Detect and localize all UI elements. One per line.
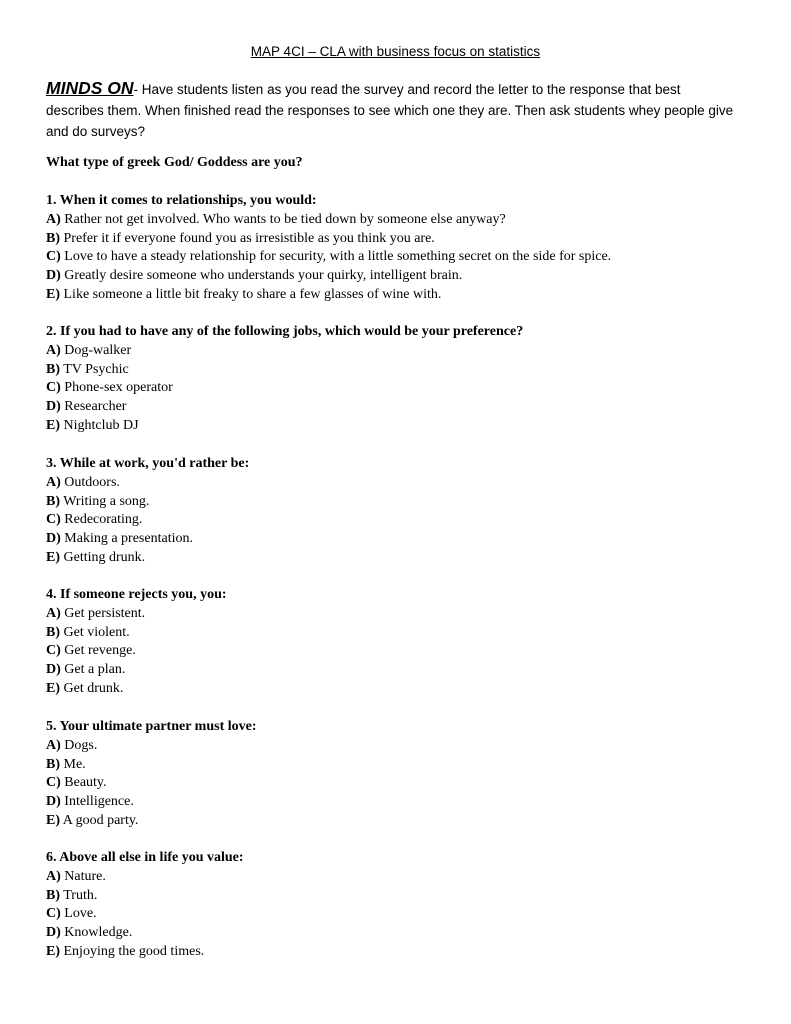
option-letter: D) bbox=[46, 925, 61, 941]
option-text: Prefer it if everyone found you as irresistible as you think you are. bbox=[60, 230, 435, 246]
option-letter: B) bbox=[46, 493, 60, 509]
option-text: Getting drunk. bbox=[60, 549, 146, 565]
document-title: MAP 4CI – CLA with business focus on statistics bbox=[250, 44, 541, 59]
question-3 bbox=[46, 455, 746, 568]
option-text: Get revenge. bbox=[60, 643, 136, 659]
option-text: Greatly desire someone who understands your quirky, intelligent brain. bbox=[60, 268, 463, 284]
option-e bbox=[46, 286, 746, 305]
option-d bbox=[46, 267, 746, 286]
option-text: Me. bbox=[60, 756, 86, 772]
option-b bbox=[46, 624, 746, 643]
option-letter: C) bbox=[46, 512, 61, 528]
option-letter: C) bbox=[46, 775, 61, 791]
option-text: Truth. bbox=[60, 887, 98, 903]
option-letter: E) bbox=[46, 286, 60, 302]
question-5 bbox=[46, 718, 746, 831]
option-text: Get drunk. bbox=[60, 680, 124, 696]
option-letter: B) bbox=[46, 756, 60, 772]
intro-heading: MINDS ON bbox=[46, 78, 134, 98]
option-a bbox=[46, 342, 746, 361]
option-text: Enjoying the good times. bbox=[60, 943, 205, 959]
option-a bbox=[46, 605, 746, 624]
option-d bbox=[46, 661, 746, 680]
option-d bbox=[46, 924, 746, 943]
option-letter: C) bbox=[46, 906, 61, 922]
option-letter: B) bbox=[46, 887, 60, 903]
option-letter: A) bbox=[46, 868, 61, 884]
question-text: 5. Your ultimate partner must love: bbox=[46, 719, 257, 734]
option-letter: D) bbox=[46, 399, 61, 415]
option-c bbox=[46, 511, 746, 530]
option-d bbox=[46, 793, 746, 812]
option-text: A good party. bbox=[60, 812, 139, 828]
option-letter: A) bbox=[46, 605, 61, 621]
option-letter: E) bbox=[46, 943, 60, 959]
option-text: Like someone a little bit freaky to share a few glasses of wine with. bbox=[60, 286, 442, 302]
option-text: Nightclub DJ bbox=[60, 417, 139, 433]
question-text: 6. Above all else in life you value: bbox=[46, 850, 244, 865]
option-text: Intelligence. bbox=[60, 794, 134, 810]
question-1 bbox=[46, 192, 746, 305]
option-b bbox=[46, 887, 746, 906]
option-letter: B) bbox=[46, 230, 60, 246]
option-letter: A) bbox=[46, 737, 61, 753]
option-text: Love to have a steady relationship for security, with a little something secret on the side for spice. bbox=[60, 249, 612, 265]
question-text: 1. When it comes to relationships, you would: bbox=[46, 193, 317, 208]
option-text: Get violent. bbox=[60, 624, 130, 640]
option-text: Dog-walker bbox=[60, 342, 132, 358]
question-text: 3. While at work, you'd rather be: bbox=[46, 456, 250, 471]
option-text: Outdoors. bbox=[60, 474, 120, 490]
option-letter: E) bbox=[46, 680, 60, 696]
option-c bbox=[46, 642, 746, 661]
option-text: Get persistent. bbox=[60, 605, 146, 621]
option-letter: B) bbox=[46, 361, 60, 377]
option-a bbox=[46, 474, 746, 493]
option-a bbox=[46, 868, 746, 887]
option-text: Making a presentation. bbox=[60, 531, 193, 547]
option-c bbox=[46, 905, 746, 924]
option-text: Nature. bbox=[60, 868, 106, 884]
option-b bbox=[46, 230, 746, 249]
option-letter: C) bbox=[46, 643, 61, 659]
survey-title: What type of greek God/ Goddess are you? bbox=[46, 155, 303, 170]
option-text: Writing a song. bbox=[60, 493, 150, 509]
question-6 bbox=[46, 849, 746, 962]
option-a bbox=[46, 211, 746, 230]
option-d bbox=[46, 398, 746, 417]
intro-paragraph bbox=[46, 78, 736, 142]
option-text: TV Psychic bbox=[60, 361, 129, 377]
option-letter: A) bbox=[46, 474, 61, 490]
option-text: Knowledge. bbox=[60, 925, 133, 941]
option-b bbox=[46, 756, 746, 775]
option-letter: A) bbox=[46, 342, 61, 358]
option-e bbox=[46, 549, 746, 568]
option-text: Get a plan. bbox=[60, 662, 126, 678]
option-b bbox=[46, 493, 746, 512]
option-text: Rather not get involved. Who wants to be tied down by someone else anyway? bbox=[60, 211, 506, 227]
option-letter: D) bbox=[46, 794, 61, 810]
option-letter: A) bbox=[46, 211, 61, 227]
option-letter: D) bbox=[46, 531, 61, 547]
option-e bbox=[46, 812, 746, 831]
option-d bbox=[46, 530, 746, 549]
option-letter: E) bbox=[46, 812, 60, 828]
option-e bbox=[46, 417, 746, 436]
option-text: Phone-sex operator bbox=[60, 380, 173, 396]
option-e bbox=[46, 680, 746, 699]
question-2 bbox=[46, 323, 746, 436]
option-text: Love. bbox=[60, 906, 97, 922]
option-letter: B) bbox=[46, 624, 60, 640]
option-letter: E) bbox=[46, 549, 60, 565]
option-letter: D) bbox=[46, 268, 61, 284]
option-letter: C) bbox=[46, 249, 61, 265]
question-4 bbox=[46, 586, 746, 699]
option-text: Beauty. bbox=[60, 775, 107, 791]
option-a bbox=[46, 737, 746, 756]
option-c bbox=[46, 248, 746, 267]
option-letter: D) bbox=[46, 662, 61, 678]
option-c bbox=[46, 379, 746, 398]
option-letter: C) bbox=[46, 380, 61, 396]
option-c bbox=[46, 774, 746, 793]
option-text: Researcher bbox=[60, 399, 127, 415]
intro-text: - Have students listen as you read the survey and record the letter to the response that best describes them. When finished read the responses to see which one they are. Then ask students whey people give and do surveys? bbox=[46, 82, 734, 139]
question-text: 2. If you had to have any of the following jobs, which would be your preference? bbox=[46, 324, 524, 339]
option-b bbox=[46, 361, 746, 380]
question-text: 4. If someone rejects you, you: bbox=[46, 587, 227, 602]
option-text: Redecorating. bbox=[60, 512, 143, 528]
option-e bbox=[46, 943, 746, 962]
option-text: Dogs. bbox=[60, 737, 98, 753]
option-letter: E) bbox=[46, 417, 60, 433]
